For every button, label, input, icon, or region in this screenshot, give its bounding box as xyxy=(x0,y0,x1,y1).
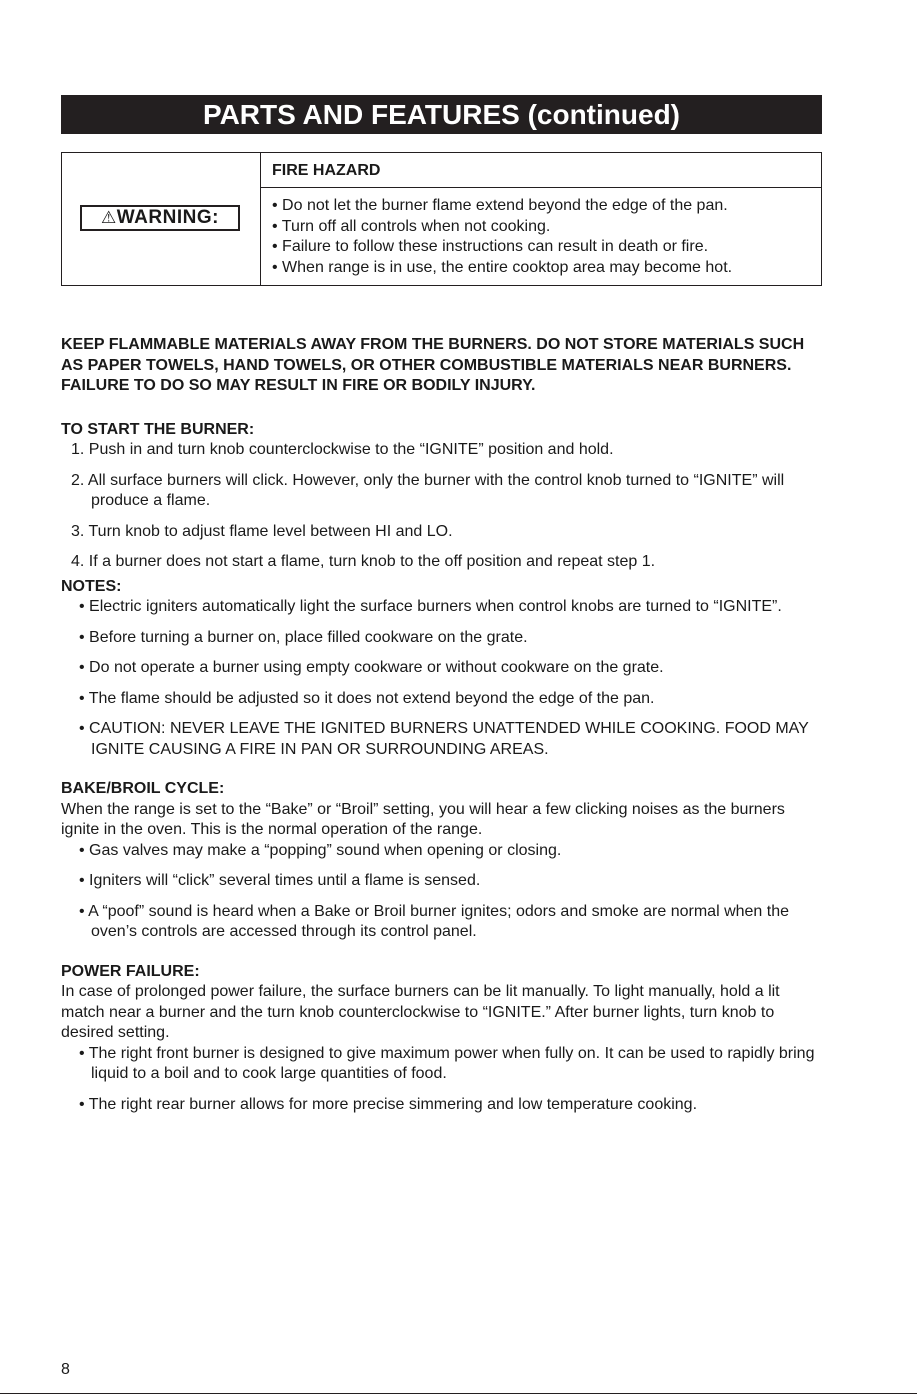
start-burner-steps xyxy=(61,440,822,573)
warning-label-cell xyxy=(62,153,261,285)
start-burner-heading: TO START THE BURNER: xyxy=(61,420,255,438)
note-item: • Before turning a burner on, place filled cookware on the grate. xyxy=(79,628,528,646)
note-item: • Electric igniters automatically light the surface burners when control knobs are turned to “IGNITE”. xyxy=(79,598,782,615)
step-item: 1. Push in and turn knob counterclockwise to the “IGNITE” position and hold. xyxy=(71,441,614,458)
warning-list xyxy=(272,196,732,278)
bake-broil-item: • Igniters will “click” several times until a flame is sensed. xyxy=(79,872,481,889)
bake-broil-list xyxy=(61,841,822,943)
footer-rule xyxy=(0,1393,917,1394)
notes-list xyxy=(61,597,822,760)
page-title: PARTS AND FEATURES (continued) xyxy=(61,95,822,134)
warning-heading: FIRE HAZARD xyxy=(261,153,821,188)
bake-broil-intro: When the range is set to the “Bake” or “Broil” setting, you will hear a few clicking noises as the burners ignite in the oven. This is the normal operation of the range. xyxy=(61,800,785,838)
notes-heading: NOTES: xyxy=(61,577,122,595)
flammable-notice: KEEP FLAMMABLE MATERIALS AWAY FROM THE BURNERS. DO NOT STORE MATERIALS SUCH AS PAPER TOWELS, HAND TOWELS, OR OTHER COMBUSTIBLE MATERIALS NEAR BURNERS. FAILURE TO DO SO MAY RESULT IN FIRE OR BODILY INJURY. xyxy=(61,336,805,394)
power-failure-intro: In case of prolonged power failure, the surface burners can be lit manually. To light manually, hold a lit match near a burner and the turn knob counterclockwise to “IGNITE.” After burner lights, turn knob to desired setting. xyxy=(61,983,780,1041)
warning-box xyxy=(61,152,822,286)
note-item: • The flame should be adjusted so it does not extend beyond the edge of the pan. xyxy=(79,689,655,707)
power-failure-list xyxy=(61,1044,822,1116)
bake-broil-heading: BAKE/BROIL CYCLE: xyxy=(61,780,225,797)
step-item: 3. Turn knob to adjust flame level between HI and LO. xyxy=(71,522,453,540)
warning-triangle-icon: ⚠ xyxy=(101,208,117,227)
note-item: • CAUTION: NEVER LEAVE THE IGNITED BURNERS UNATTENDED WHILE COOKING. FOOD MAY IGNITE CAUSING A FIRE IN PAN OR SURROUNDING AREAS. xyxy=(79,720,809,758)
warning-item: • Do not let the burner flame extend beyond the edge of the pan. xyxy=(272,197,728,214)
step-item: 4. If a burner does not start a flame, turn knob to the off position and repeat step 1. xyxy=(71,553,656,570)
warning-badge xyxy=(80,205,240,231)
warning-item: • Failure to follow these instructions can result in death or fire. xyxy=(272,238,709,255)
bake-broil-item: • Gas valves may make a “popping” sound when opening or closing. xyxy=(79,841,562,859)
power-failure-item: • The right front burner is designed to give maximum power when fully on. It can be used to rapidly bring liquid to a boil and to cook large quantities of food. xyxy=(79,1044,815,1082)
main-content xyxy=(61,335,822,1125)
power-failure-heading: POWER FAILURE: xyxy=(61,962,200,980)
power-failure-item: • The right rear burner allows for more precise simmering and low temperature cooking. xyxy=(79,1095,698,1113)
warning-label: WARNING: xyxy=(116,207,219,228)
page-number: 8 xyxy=(61,1361,70,1378)
step-item: 2. All surface burners will click. However, only the burner with the control knob turned to “IGNITE” will produce a flame. xyxy=(71,471,785,509)
note-item: • Do not operate a burner using empty cookware or without cookware on the grate. xyxy=(79,659,664,676)
bake-broil-item: • A “poof” sound is heard when a Bake or Broil burner ignites; odors and smoke are normal when the oven’s controls are accessed through its control panel. xyxy=(79,902,789,940)
warning-item: • When range is in use, the entire cooktop area may become hot. xyxy=(272,258,733,276)
warning-item: • Turn off all controls when not cooking. xyxy=(272,217,551,235)
